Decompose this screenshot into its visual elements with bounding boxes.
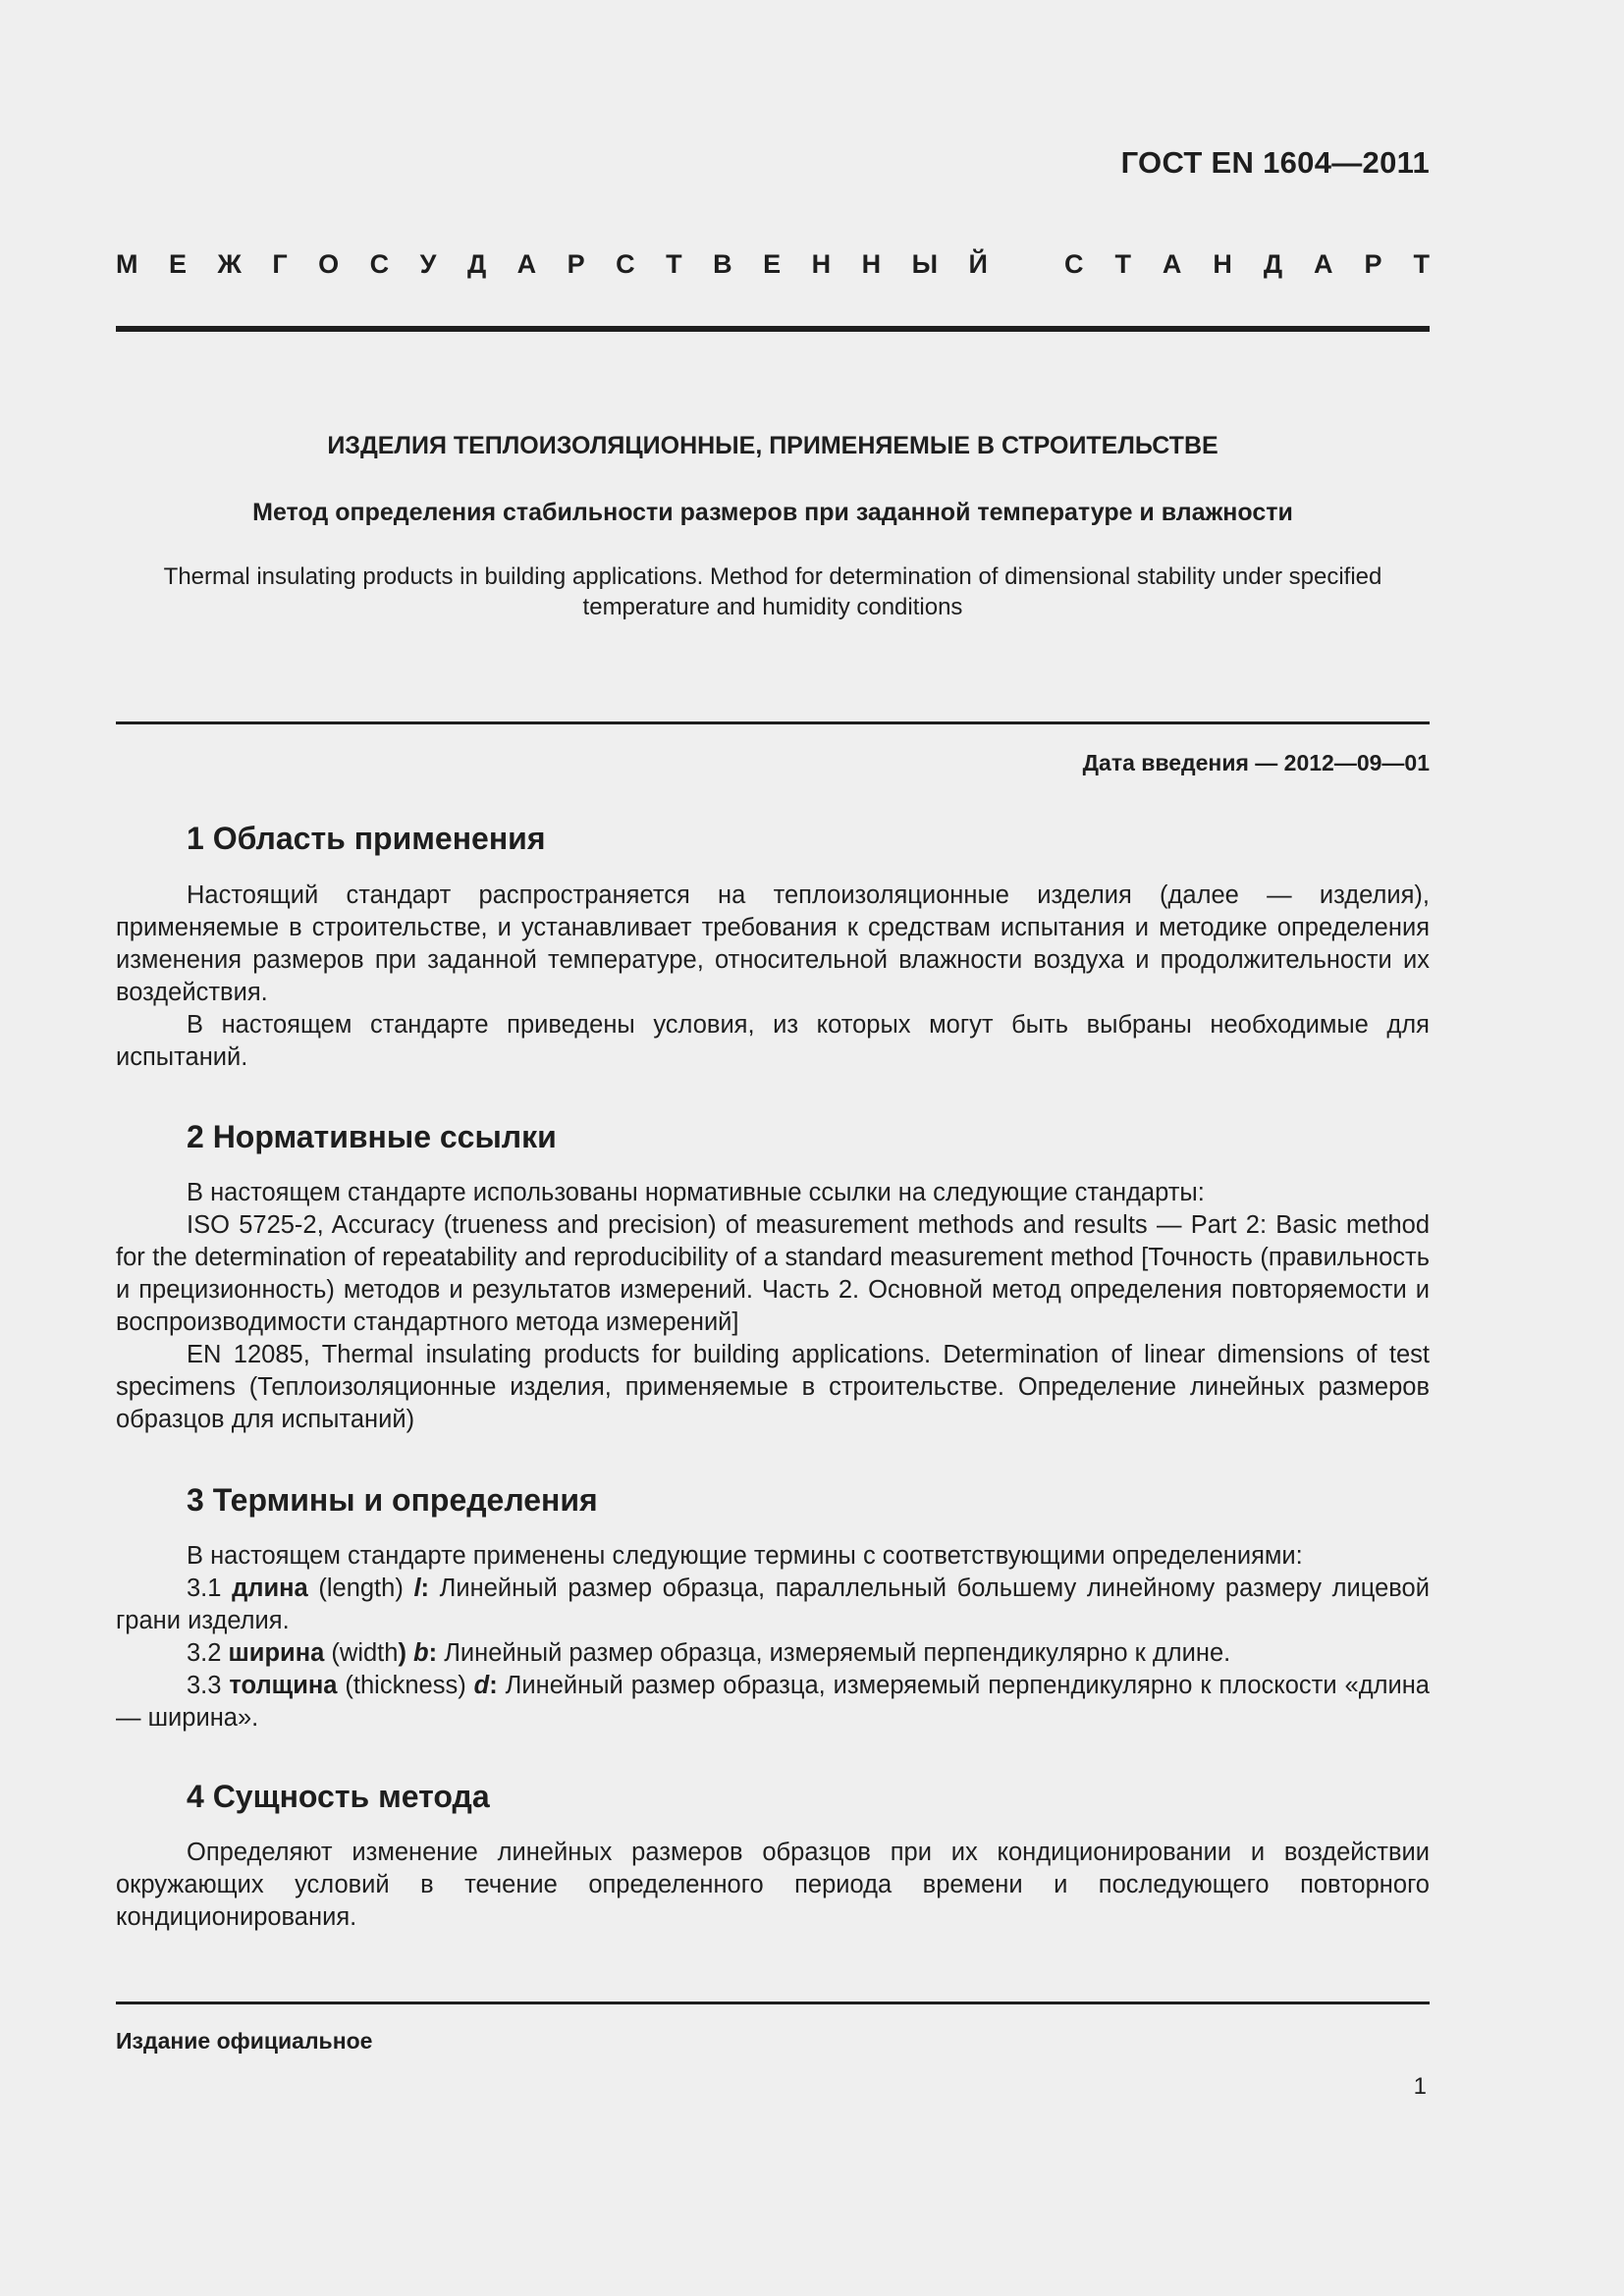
- document-title: ИЗДЕЛИЯ ТЕПЛОИЗОЛЯЦИОННЫЕ, ПРИМЕНЯЕМЫЕ В СТРОИТЕЛЬСТВЕ: [327, 432, 1218, 459]
- banner-letter: О: [318, 249, 340, 279]
- paragraph: Настоящий стандарт распространяется на теплоизоляционные изделия (далее — изделия), применяемые в строительстве, и устанавливает требования к средствам испытания и методике определения изменения размеров при заданной температуре, относительной влажности воздуха и продолжительности их воздействия.: [116, 881, 1430, 1006]
- definition-thickness: 3.3 толщина (thickness) d: Линейный размер образца, измеряемый перпендикулярно к плоскости «длина — ширина».: [116, 1672, 1430, 1732]
- banner-letter: С: [369, 249, 390, 279]
- banner-letter: Р: [567, 249, 585, 279]
- banner-letter: Й: [968, 249, 988, 279]
- standard-banner: [116, 249, 1430, 280]
- banner-letter: М: [116, 249, 138, 279]
- page-number: 1: [1413, 2073, 1427, 2100]
- paragraph: В настоящем стандарте применены следующие термины с соответствующими определениями:: [187, 1542, 1303, 1570]
- banner-letter: Т: [1114, 249, 1131, 279]
- reference-iso-5725-2: ISO 5725-2, Accuracy (trueness and precision) of measurement methods and results — Part 2: Basic method for the determination of repeatability and reproducibility of a standard measurement method [Точность (правильность и прецизионность) методов и результатов измерений. Часть 2. Основной метод определения повторяемости и воспроизводимости стандартного метода измерений]: [116, 1211, 1430, 1336]
- banner-letter: С: [1064, 249, 1084, 279]
- section-4-body: [116, 1837, 1430, 1934]
- banner-letter: Н: [861, 249, 882, 279]
- top-rule: [116, 326, 1430, 332]
- definition-width: 3.2 ширина (width) b: Линейный размер образца, измеряемый перпендикулярно к длине.: [187, 1639, 1231, 1667]
- banner-letter: Г: [272, 249, 288, 279]
- banner-letter: А: [1162, 249, 1182, 279]
- banner-letter: Н: [811, 249, 832, 279]
- banner-letter: А: [516, 249, 537, 279]
- banner-letter: Ж: [217, 249, 242, 279]
- banner-letter: У: [419, 249, 437, 279]
- banner-letter: Т: [1413, 249, 1430, 279]
- banner-letter: Е: [168, 249, 187, 279]
- introduction-date: Дата введения — 2012—09—01: [1082, 750, 1430, 775]
- section-2-heading: 2 Нормативные ссылки: [187, 1119, 557, 1154]
- banner-letter: С: [616, 249, 635, 279]
- english-title: Thermal insulating products in building applications. Method for determination of dimensional stability under specified temperature and humidity conditions: [163, 563, 1382, 620]
- document-subtitle: Метод определения стабильности размеров при заданной температуре и влажности: [252, 499, 1293, 526]
- paragraph: В настоящем стандарте приведены условия, из которых могут быть выбраны необходимые для испытаний.: [116, 1011, 1430, 1071]
- banner-word-standard: [1064, 249, 1430, 280]
- section-3-heading: 3 Термины и определения: [187, 1482, 598, 1518]
- section-1-body: [116, 880, 1430, 1074]
- banner-letter: Д: [466, 249, 487, 279]
- banner-letter: А: [1314, 249, 1333, 279]
- banner-letter: Е: [763, 249, 782, 279]
- title-rule: [116, 721, 1430, 724]
- section-1-heading: 1 Область применения: [187, 821, 546, 856]
- paragraph: Определяют изменение линейных размеров образцов при их кондиционировании и воздействии окружающих условий в течение определенного периода времени и последующего повторного кондиционирования.: [116, 1839, 1430, 1931]
- section-4-heading: 4 Сущность метода: [187, 1779, 490, 1814]
- banner-letter: Д: [1263, 249, 1283, 279]
- banner-letter: Н: [1213, 249, 1232, 279]
- banner-letter: В: [713, 249, 732, 279]
- banner-word-interstate: [116, 249, 988, 280]
- banner-letter: Т: [666, 249, 682, 279]
- document-page: [116, 0, 1430, 2296]
- official-edition-label: Издание официальное: [116, 2028, 373, 2054]
- banner-letter: Р: [1364, 249, 1382, 279]
- section-3-body: [116, 1540, 1430, 1735]
- reference-en-12085: EN 12085, Thermal insulating products for building applications. Determination of linear dimensions of test specimens (Теплоизоляционные изделия, применяемые в строительстве. Определение линейных размеров образцов для испытаний): [116, 1341, 1430, 1433]
- definition-length: 3.1 длина (length) l: Линейный размер образца, параллельный большему линейному размеру лицевой грани изделия.: [116, 1575, 1430, 1634]
- banner-letter: Ы: [911, 249, 939, 279]
- section-2-body: [116, 1177, 1430, 1436]
- standard-code: ГОСТ EN 1604—2011: [1120, 145, 1430, 180]
- footer-rule: [116, 2002, 1430, 2004]
- paragraph: В настоящем стандарте использованы нормативные ссылки на следующие стандарты:: [187, 1179, 1205, 1206]
